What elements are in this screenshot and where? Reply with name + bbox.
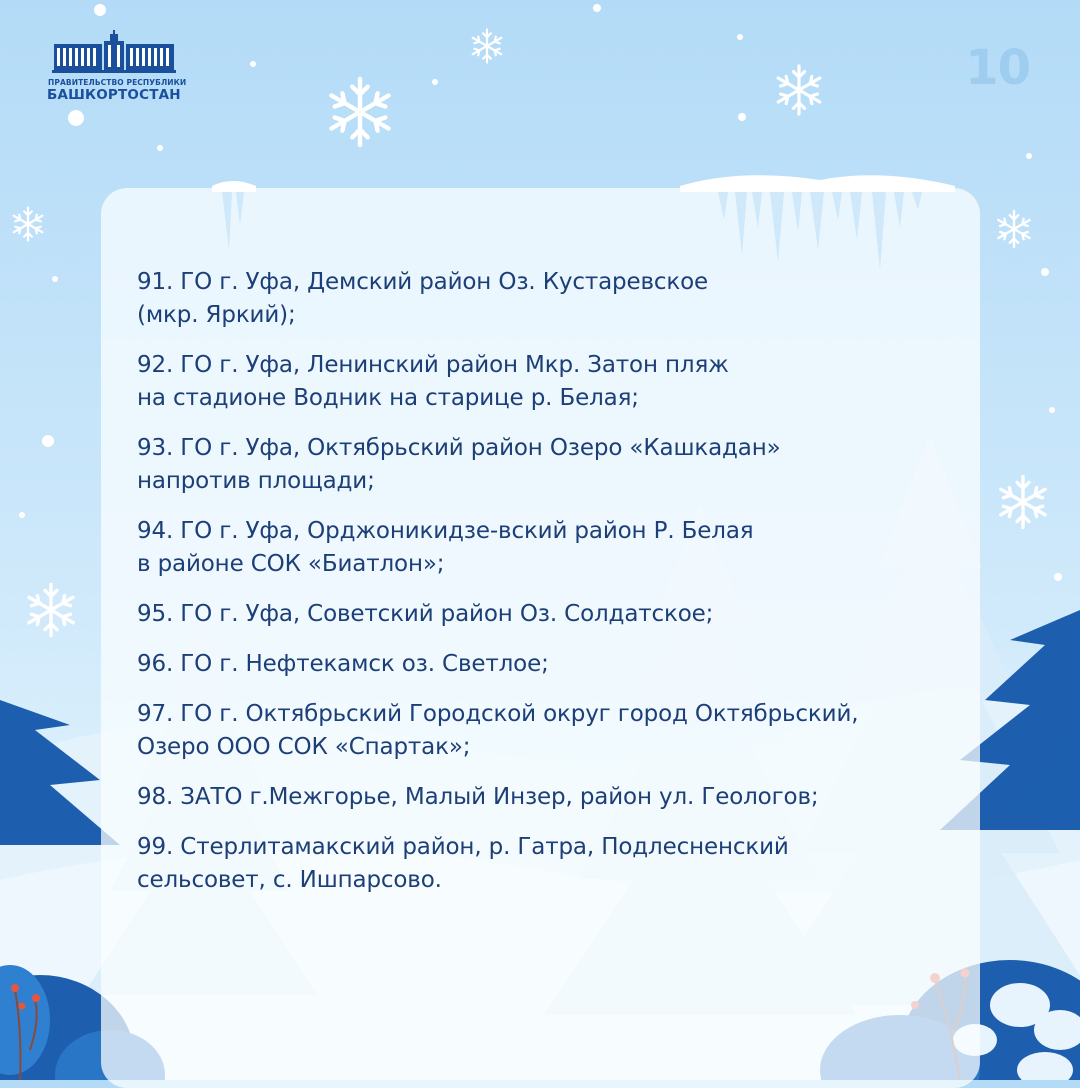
list-item: 94. ГО г. Уфа, Орджоникидзе-вский район Р. Белая в районе СОК «Биатлон»; xyxy=(137,518,754,577)
page-number: 10 xyxy=(965,40,1030,96)
list-item: 98. ЗАТО г.Межгорье, Малый Инзер, район ул. Геологов; xyxy=(137,784,819,810)
locations-list xyxy=(137,266,967,914)
list-item: 92. ГО г. Уфа, Ленинский район Мкр. Затон пляж на стадионе Водник на старице р. Белая; xyxy=(137,352,729,411)
list-item: 99. Стерлитамакский район, р. Гатра, Подлесненский сельсовет, с. Ишпарсово. xyxy=(137,834,789,893)
logo-caption-big: БАШКОРТОСТАН xyxy=(47,87,181,103)
logo-caption-small: ПРАВИТЕЛЬСТВО РЕСПУБЛИКИ xyxy=(48,78,187,87)
list-item: 97. ГО г. Октябрьский Городской округ город Октябрьский, Озеро ООО СОК «Спартак»; xyxy=(137,701,859,760)
list-item: 91. ГО г. Уфа, Демский район Оз. Кустаревское (мкр. Яркий); xyxy=(137,269,709,328)
list-item: 95. ГО г. Уфа, Советский район Оз. Солдатское; xyxy=(137,601,714,627)
list-item: 93. ГО г. Уфа, Октябрьский район Озеро «Кашкадан» напротив площади; xyxy=(137,435,781,494)
list-item: 96. ГО г. Нефтекамск оз. Светлое; xyxy=(137,651,549,677)
